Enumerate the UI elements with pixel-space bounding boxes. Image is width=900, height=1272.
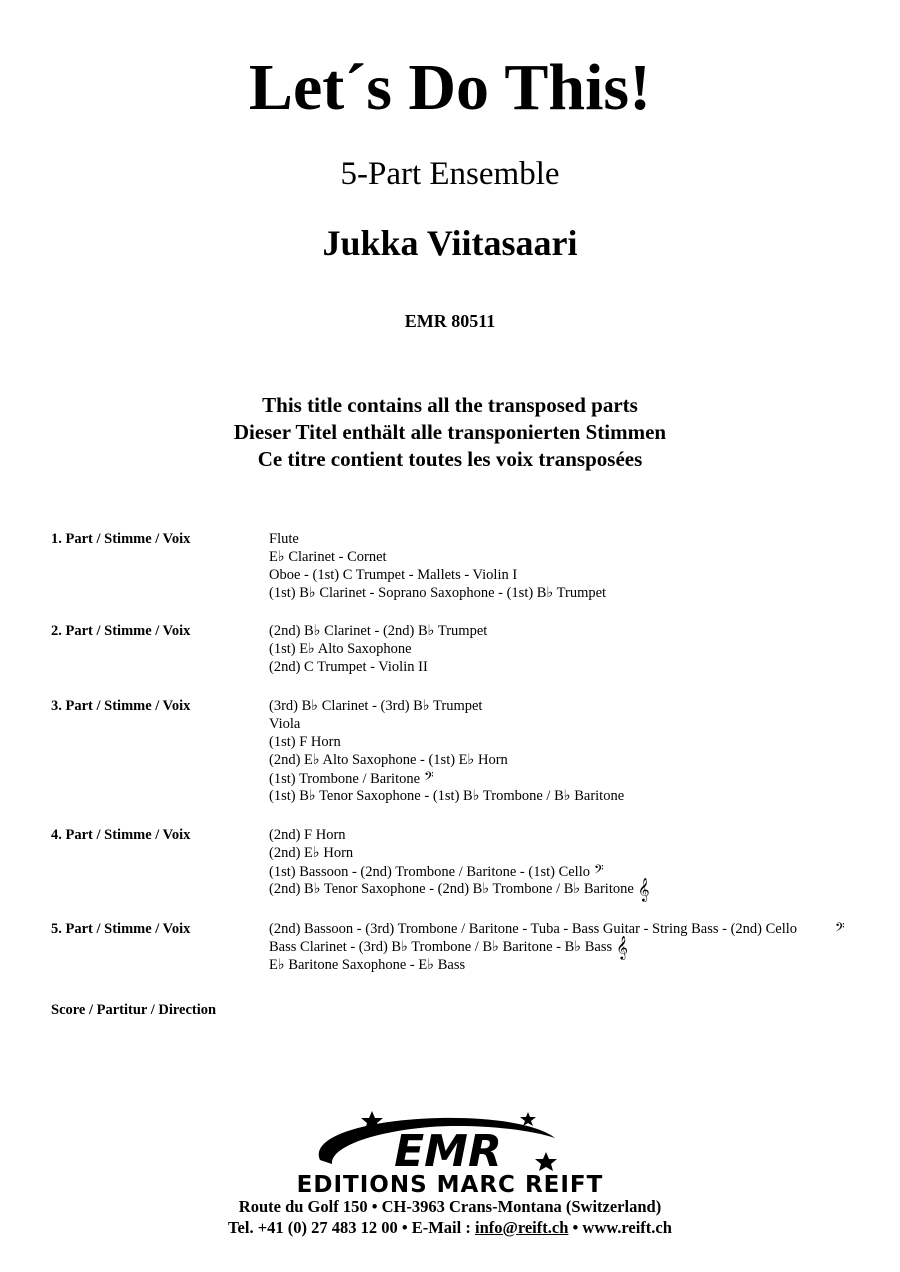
part-3-label: 3. Part / Stimme / Voix <box>51 698 191 714</box>
bass-clef-icon: 𝄢 <box>594 862 604 880</box>
instrument-line: (1st) B♭ Tenor Saxophone - (1st) B♭ Trombone / B♭ Baritone <box>269 788 625 804</box>
instrument-line <box>269 920 869 938</box>
email-link[interactable]: info@reift.ch <box>474 1218 569 1237</box>
part-1-instruments <box>269 530 869 602</box>
instrument-text: (2nd) Bassoon - (3rd) Trombone / Baritone - Tuba - Bass Guitar - String Bass - (2nd) Cello <box>269 921 798 937</box>
part-4-label: 4. Part / Stimme / Voix <box>51 827 191 843</box>
instrument-line: Viola <box>269 716 301 732</box>
instrument-line <box>269 769 869 787</box>
part-2-label: 2. Part / Stimme / Voix <box>51 623 191 639</box>
phone-text: Tel. +41 (0) 27 483 12 00 • E-Mail : <box>228 1218 475 1237</box>
bass-clef-icon: 𝄢 <box>835 920 845 938</box>
website-text: • www.reift.ch <box>568 1218 672 1237</box>
instrument-line: (1st) B♭ Clarinet - Soprano Saxophone - (1st) B♭ Trumpet <box>269 585 607 601</box>
part-2-instruments <box>269 622 869 676</box>
instrument-line: E♭ Baritone Saxophone - E♭ Bass <box>269 957 466 973</box>
instrument-line: (2nd) E♭ Alto Saxophone - (1st) E♭ Horn <box>269 752 508 768</box>
instrument-line: (2nd) F Horn <box>269 827 346 843</box>
publisher-contact <box>0 1218 900 1238</box>
instrument-line <box>269 877 869 901</box>
instrument-line: (3rd) B♭ Clarinet - (3rd) B♭ Trumpet <box>269 698 483 714</box>
instrument-text: (1st) Bassoon - (2nd) Trombone / Baritone - (1st) Cello <box>269 864 590 880</box>
treble-clef-icon: 𝄞 <box>637 877 650 901</box>
instrument-line: (2nd) C Trumpet - Violin II <box>269 659 428 675</box>
subtitle: 5-Part Ensemble <box>340 156 560 192</box>
publisher-name: EDITIONS MARC REIFT <box>296 1172 604 1198</box>
part-5-label: 5. Part / Stimme / Voix <box>51 921 191 937</box>
instrument-line: Flute <box>269 531 299 547</box>
composer-name: Jukka Viitasaari <box>322 223 578 263</box>
page-title: Let´s Do This! <box>248 51 652 124</box>
instrument-line: (2nd) E♭ Horn <box>269 845 354 861</box>
score-label: Score / Partitur / Direction <box>51 1002 217 1018</box>
instrument-text: (1st) Trombone / Baritone <box>269 771 421 787</box>
treble-clef-icon: 𝄞 <box>616 935 628 959</box>
instrument-text: Bass Clarinet - (3rd) B♭ Trombone / B♭ Baritone - B♭ Bass <box>269 939 613 955</box>
bass-clef-icon: 𝄢 <box>424 769 434 787</box>
logo-text: EMR <box>394 1126 502 1177</box>
part-4-instruments <box>269 826 869 901</box>
instrument-text: (2nd) B♭ Tenor Saxophone - (2nd) B♭ Trombone / B♭ Baritone <box>269 881 634 897</box>
instrument-line: (2nd) B♭ Clarinet - (2nd) B♭ Trumpet <box>269 623 488 639</box>
catalog-number: EMR 80511 <box>404 311 496 331</box>
part-5-instruments <box>269 920 869 974</box>
notice-french: Ce titre contient toutes les voix transposées <box>257 447 643 471</box>
instrument-line: Oboe - (1st) C Trumpet - Mallets - Violin I <box>269 567 518 583</box>
instrument-line <box>269 862 869 880</box>
instrument-line <box>269 935 869 959</box>
part-1-label: 1. Part / Stimme / Voix <box>51 531 191 547</box>
instrument-line: (1st) E♭ Alto Saxophone <box>269 641 412 657</box>
part-3-instruments <box>269 697 869 805</box>
instrument-line: E♭ Clarinet - Cornet <box>269 549 387 565</box>
instrument-line: (1st) F Horn <box>269 734 341 750</box>
publisher-address: Route du Golf 150 • CH-3963 Crans-Montana (Switzerland) <box>238 1197 662 1216</box>
notice-german: Dieser Titel enthält alle transponierten Stimmen <box>233 420 667 444</box>
notice-english: This title contains all the transposed parts <box>262 393 638 417</box>
